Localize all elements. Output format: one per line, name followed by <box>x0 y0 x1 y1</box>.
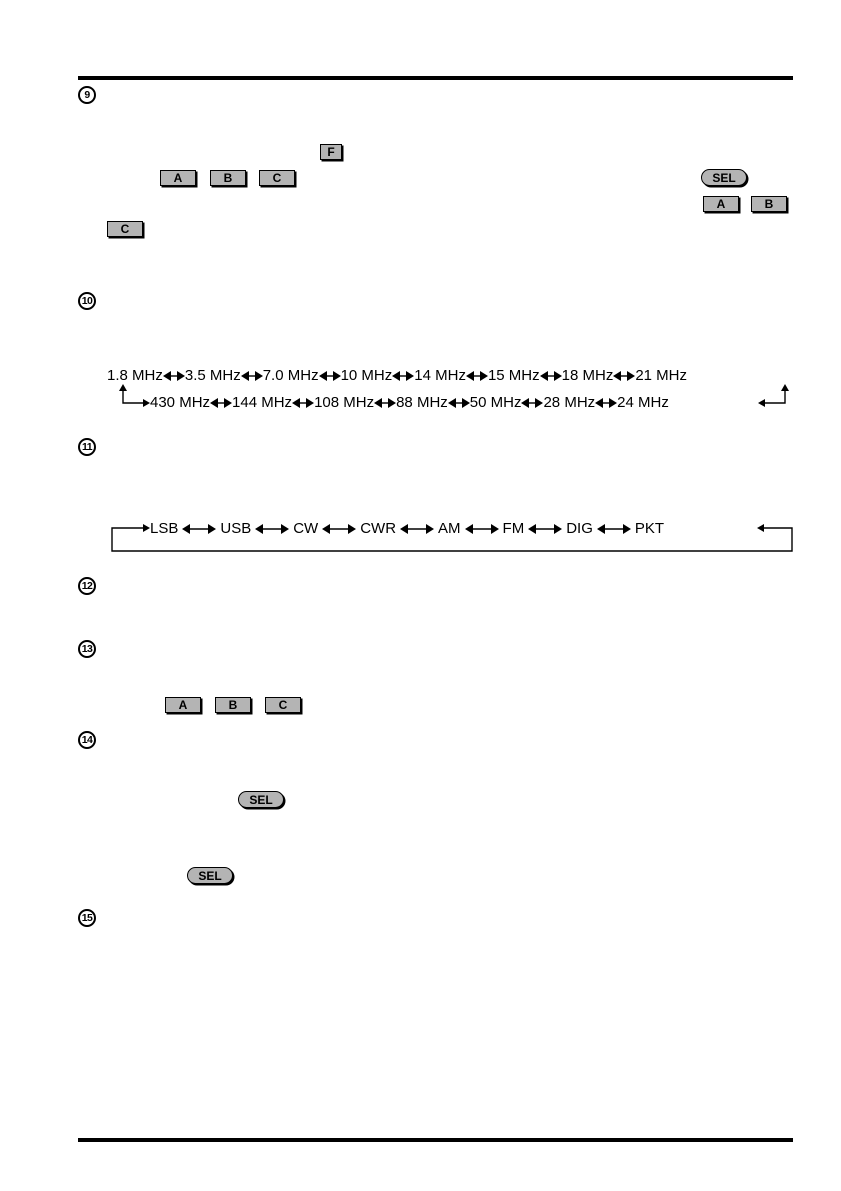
bottom-rule <box>78 1138 793 1142</box>
band-label: 1.8 MHz <box>107 367 163 384</box>
double-arrow-icon <box>613 370 635 382</box>
section-number-14: 14 <box>78 731 96 749</box>
band-label: 7.0 MHz <box>262 367 319 384</box>
mode-label: CW <box>293 520 319 537</box>
double-arrow-icon <box>322 523 356 535</box>
band-loop-right-connector <box>758 384 798 414</box>
band-label: 10 MHz <box>340 367 393 384</box>
band-label: 144 MHz <box>232 394 293 411</box>
band-loop-left-connector <box>110 384 150 414</box>
band-label: 108 MHz <box>314 394 375 411</box>
mode-label: AM <box>438 520 461 537</box>
a-key[interactable]: A <box>165 697 201 713</box>
double-arrow-icon <box>597 523 631 535</box>
double-arrow-icon <box>210 397 232 409</box>
double-arrow-icon <box>400 523 434 535</box>
double-arrow-icon <box>448 397 470 409</box>
double-arrow-icon <box>465 523 499 535</box>
sel-key[interactable]: SEL <box>238 791 284 808</box>
band-label: 88 MHz <box>396 394 448 411</box>
section-number-10: 10 <box>78 292 96 310</box>
mode-label: USB <box>220 520 252 537</box>
band-label: 21 MHz <box>635 367 688 384</box>
mode-label: PKT <box>634 520 665 537</box>
double-arrow-icon <box>241 370 263 382</box>
double-arrow-icon <box>521 397 543 409</box>
top-rule <box>78 76 793 80</box>
band-cycle-row-2 <box>150 395 669 410</box>
section-number-11: 11 <box>78 438 96 456</box>
sel-key[interactable]: SEL <box>187 867 233 884</box>
mode-label: FM <box>502 520 525 537</box>
band-label: 18 MHz <box>561 367 614 384</box>
band-label: 430 MHz <box>150 394 211 411</box>
double-arrow-icon <box>374 397 396 409</box>
sel-key[interactable]: SEL <box>701 169 747 186</box>
a-key[interactable]: A <box>160 170 196 186</box>
c-key[interactable]: C <box>259 170 295 186</box>
double-arrow-icon <box>466 370 488 382</box>
c-key[interactable]: C <box>107 221 143 237</box>
b-key[interactable]: B <box>215 697 251 713</box>
band-label: 24 MHz <box>617 394 669 411</box>
double-arrow-icon <box>540 370 562 382</box>
double-arrow-icon <box>528 523 562 535</box>
a-key[interactable]: A <box>703 196 739 212</box>
double-arrow-icon <box>392 370 414 382</box>
band-cycle-row-1 <box>107 368 687 383</box>
section-number-15: 15 <box>78 909 96 927</box>
b-key[interactable]: B <box>751 196 787 212</box>
double-arrow-icon <box>255 523 289 535</box>
c-key[interactable]: C <box>265 697 301 713</box>
mode-cycle <box>150 521 664 536</box>
double-arrow-icon <box>182 523 216 535</box>
band-label: 14 MHz <box>414 367 466 384</box>
band-label: 15 MHz <box>487 367 540 384</box>
band-label: 50 MHz <box>469 394 522 411</box>
band-label: 3.5 MHz <box>184 367 241 384</box>
double-arrow-icon <box>163 370 185 382</box>
mode-label: DIG <box>566 520 593 537</box>
section-number-12: 12 <box>78 577 96 595</box>
mode-label: LSB <box>150 520 179 537</box>
b-key[interactable]: B <box>210 170 246 186</box>
band-label: 28 MHz <box>543 394 596 411</box>
f-key[interactable]: F <box>320 144 342 160</box>
section-number-9: 9 <box>78 86 96 104</box>
mode-label: CWR <box>360 520 397 537</box>
double-arrow-icon <box>319 370 341 382</box>
double-arrow-icon <box>595 397 617 409</box>
section-number-13: 13 <box>78 640 96 658</box>
double-arrow-icon <box>292 397 314 409</box>
